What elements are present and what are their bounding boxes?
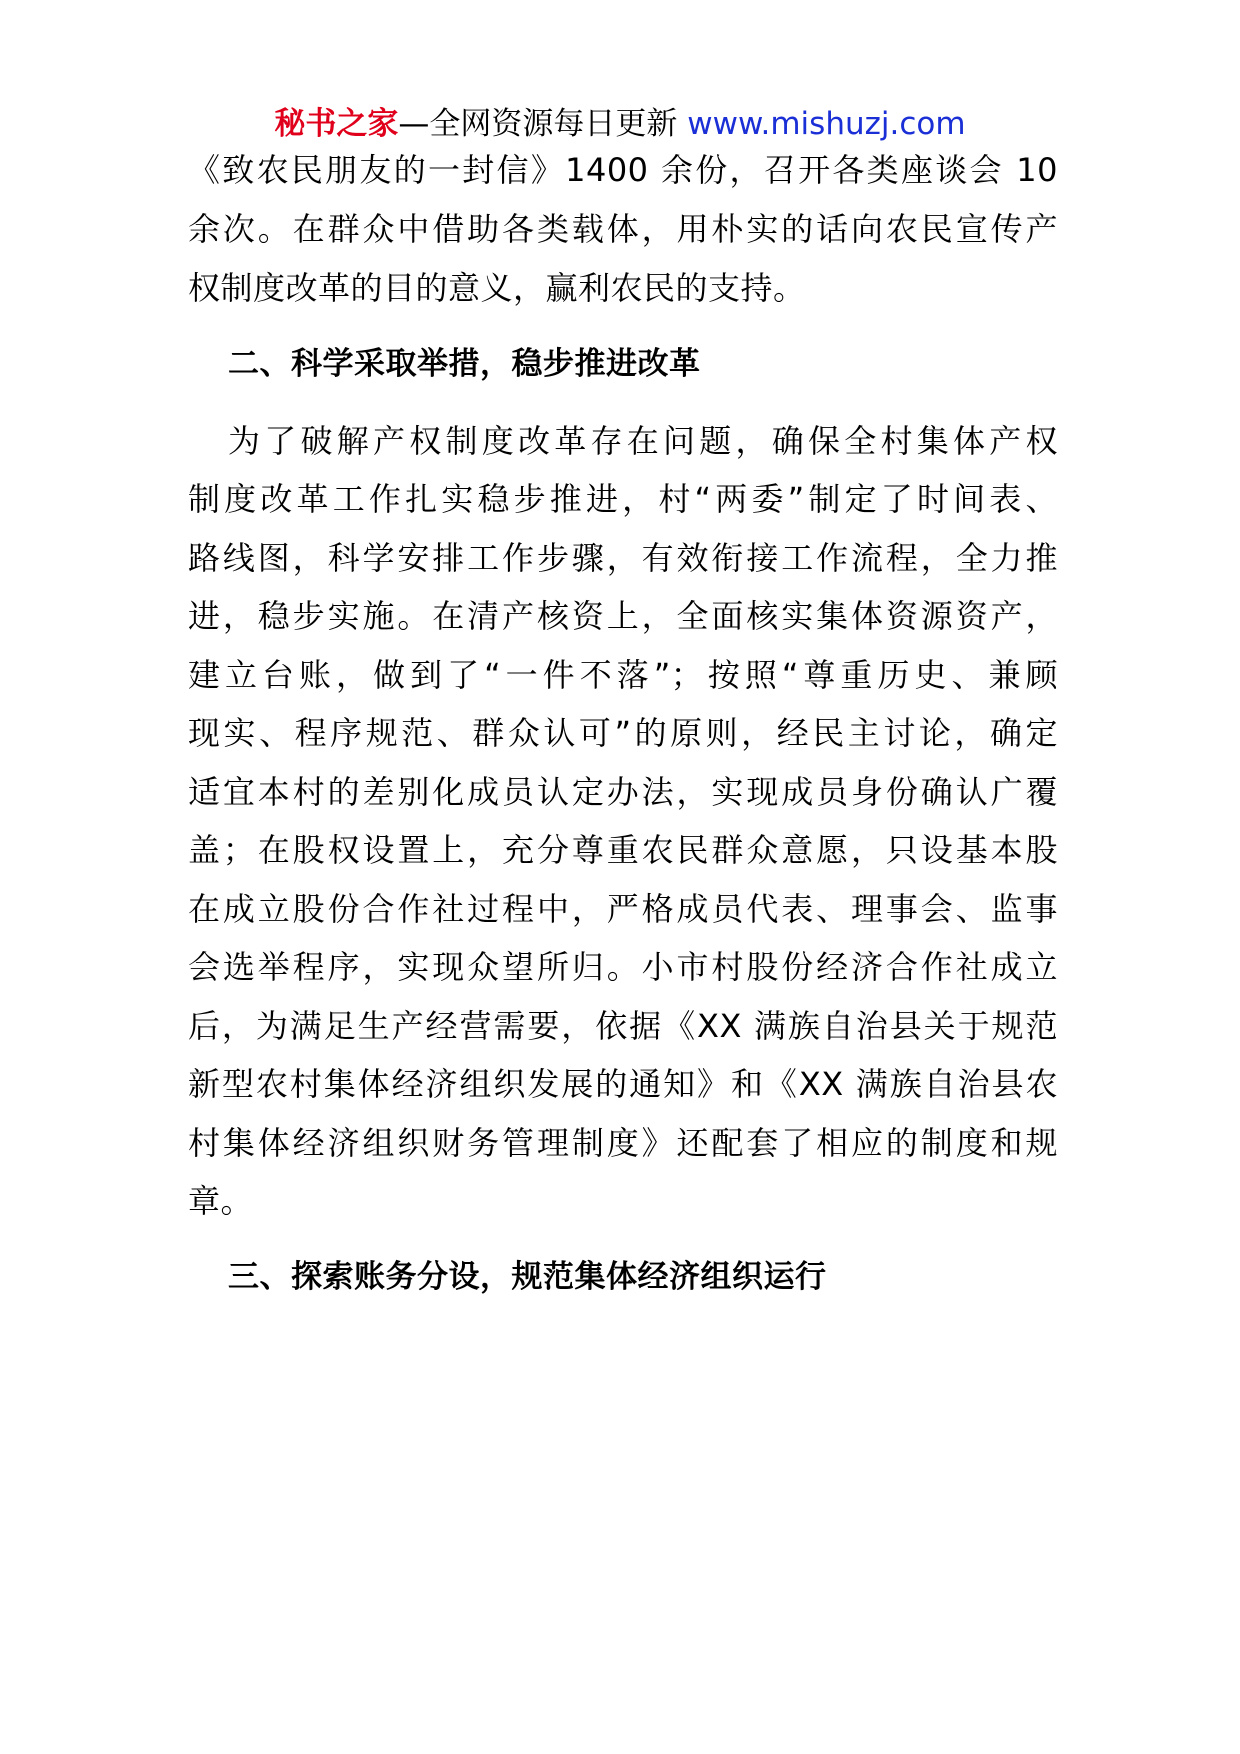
header-brand: 秘书之家 bbox=[274, 106, 399, 142]
header-site-link[interactable]: www.mishuzj.com bbox=[687, 106, 966, 142]
section-heading: 二、科学采取举措，稳步推进改革 bbox=[228, 346, 701, 382]
paragraph-line: 新型农村集体经济组织发展的通知》和《XX 满族自治县农 bbox=[188, 1065, 1058, 1103]
paragraph-line: 现实、程序规范、群众认可”的原则，经民主讨论，确定 bbox=[188, 714, 1058, 752]
paragraph-line: 村集体经济组织财务管理制度》还配套了相应的制度和规 bbox=[188, 1124, 1058, 1162]
section-heading: 三、探索账务分设，规范集体经济组织运行 bbox=[228, 1259, 827, 1295]
paragraph-line: 《致农民朋友的一封信》1400 余份，召开各类座谈会 10 bbox=[188, 151, 1058, 189]
paragraph-line: 为了破解产权制度改革存在问题，确保全村集体产权 bbox=[228, 422, 1058, 460]
paragraph-line: 在成立股份合作社过程中，严格成员代表、理事会、监事 bbox=[188, 890, 1058, 928]
paragraph-line: 盖；在股权设置上，充分尊重农民群众意愿，只设基本股 bbox=[188, 831, 1058, 869]
header-tagline: —全网资源每日更新 bbox=[398, 106, 678, 142]
paragraph-line: 进，稳步实施。在清产核资上，全面核实集体资源资产， bbox=[188, 597, 1058, 635]
paragraph-line: 路线图，科学安排工作步骤，有效衔接工作流程，全力推 bbox=[188, 539, 1058, 577]
paragraph-line: 制度改革工作扎实稳步推进，村“两委”制定了时间表、 bbox=[188, 480, 1058, 518]
paragraph-line: 章。 bbox=[188, 1182, 254, 1220]
paragraph-line: 建立台账，做到了“一件不落”；按照“尊重历史、兼顾 bbox=[188, 656, 1058, 694]
paragraph-line: 权制度改革的目的意义，赢利农民的支持。 bbox=[188, 269, 806, 307]
paragraph-line: 会选举程序，实现众望所归。小市村股份经济合作社成立 bbox=[188, 948, 1058, 986]
paragraph-line: 后，为满足生产经营需要，依据《XX 满族自治县关于规范 bbox=[188, 1007, 1058, 1045]
paragraph-line: 余次。在群众中借助各类载体，用朴实的话向农民宣传产 bbox=[188, 210, 1058, 248]
paragraph-line: 适宜本村的差别化成员认定办法，实现成员身份确认广覆 bbox=[188, 773, 1058, 811]
